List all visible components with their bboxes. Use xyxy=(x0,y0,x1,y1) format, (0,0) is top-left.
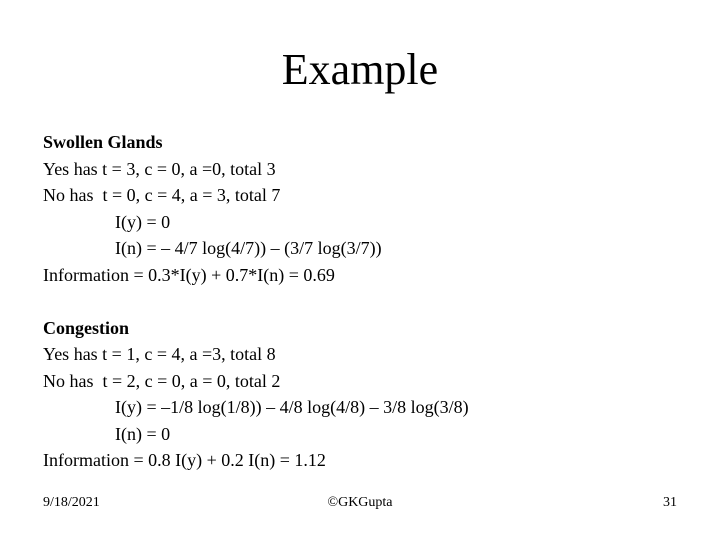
formula-line-iy: I(y) = –1/8 log(1/8)) – 4/8 log(4/8) – 3/8 log(3/8) xyxy=(115,397,469,417)
slide-title: Example xyxy=(281,45,439,94)
formula-line-in: I(n) = – 4/7 log(4/7)) – (3/7 log(3/7)) xyxy=(115,238,382,258)
footer-author: ©GKGupta xyxy=(327,495,393,510)
body-line-yes-counts: Yes has t = 3, c = 0, a =0, total 3 xyxy=(43,158,276,179)
slide-body xyxy=(43,129,703,474)
section-heading: Congestion xyxy=(43,317,130,338)
body-line-yes-counts: Yes has t = 1, c = 4, a =3, total 8 xyxy=(43,344,276,364)
formula-line-iy: I(y) = 0 xyxy=(115,211,171,232)
body-line-no-counts: No has t = 0, c = 4, a = 3, total 7 xyxy=(43,185,281,205)
information-result-line: Information = 0.8 I(y) + 0.2 I(n) = 1.12 xyxy=(43,450,326,470)
section-swollen-glands xyxy=(43,129,703,288)
section-congestion xyxy=(43,315,703,474)
body-line-no-counts: No has t = 2, c = 0, a = 0, total 2 xyxy=(43,370,281,391)
section-heading: Swollen Glands xyxy=(43,132,163,152)
information-result-line: Information = 0.3*I(y) + 0.7*I(n) = 0.69 xyxy=(43,264,335,285)
formula-line-in: I(n) = 0 xyxy=(115,423,171,444)
footer-date: 9/18/2021 xyxy=(43,495,100,510)
footer-page-number: 31 xyxy=(663,495,677,510)
